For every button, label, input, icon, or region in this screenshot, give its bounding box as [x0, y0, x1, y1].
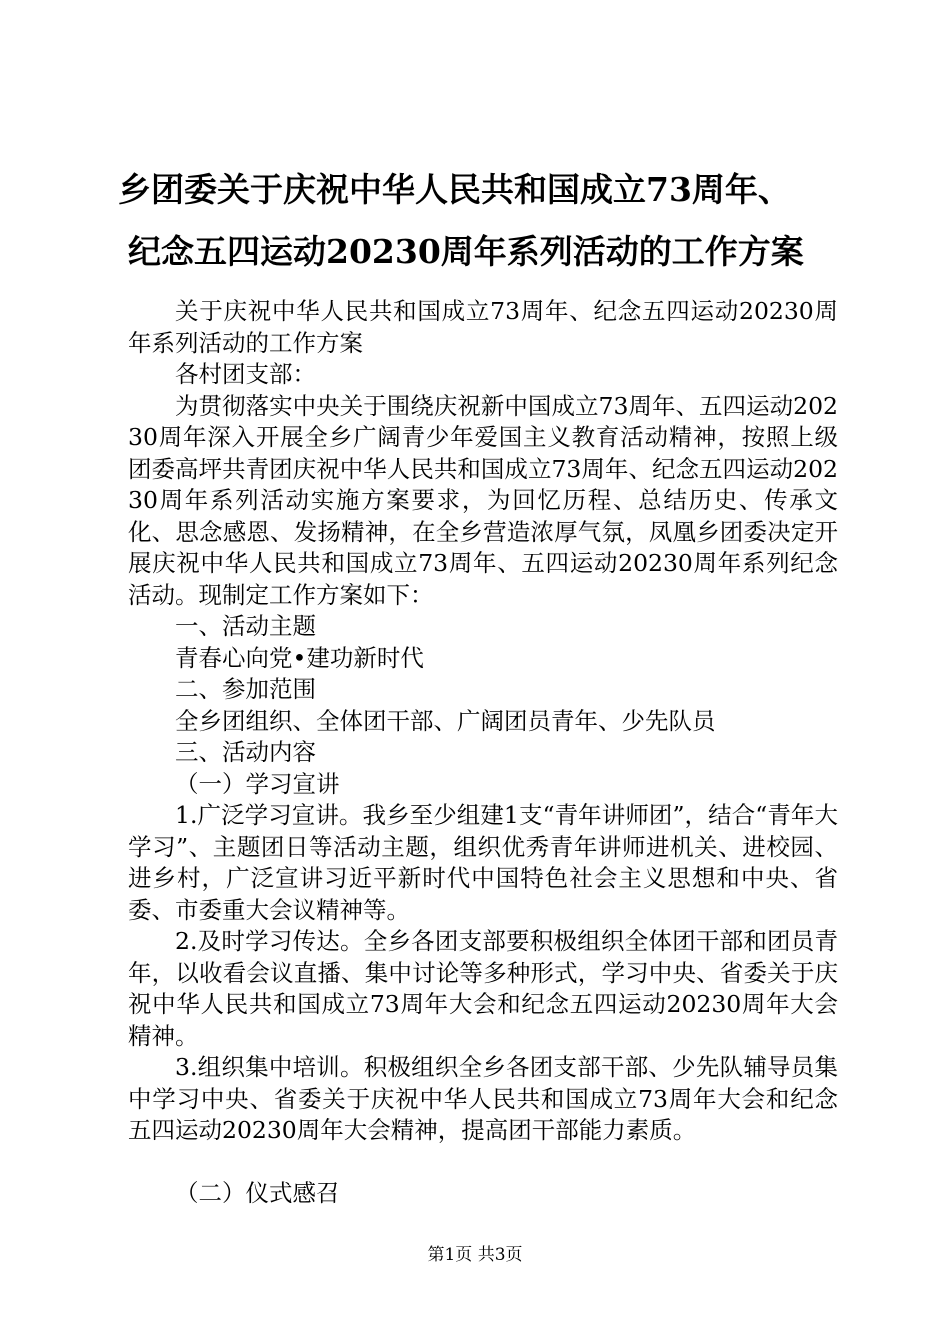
subsection-heading-ceremony: （二）仪式感召: [175, 1178, 340, 1207]
section-heading-scope: 二、参加范围: [175, 675, 316, 703]
paragraph-item-2: 2.及时学习传达。全乡各团支部要积极组织全体团干部和团员青年，以收看会议直播、集中讨论等多种形式，学习中央、省委关于庆祝中华人民共和国成立73周年大会和纪念五四运动20230周年大会精神。: [128, 927, 838, 1050]
paragraph-intro: 为贯彻落实中央关于围绕庆祝新中国成立73周年、五四运动20230周年深入开展全乡广阔青少年爱国主义教育活动精神，按照上级团委高坪共青团庆祝中华人民共和国成立73周年、纪念五四运动20230周年系列活动实施方案要求，为回忆历程、总结历史、传承文化、思念感恩、发扬精神，在全乡营造浓厚气氛，凤凰乡团委决定开展庆祝中华人民共和国成立73周年、五四运动20230周年系列纪念活动。现制定工作方案如下：: [128, 391, 838, 609]
section-heading-theme: 一、活动主题: [175, 612, 316, 640]
subsection-heading-study: （一）学习宣讲: [175, 769, 340, 798]
paragraph-heading-repeat: 关于庆祝中华人民共和国成立73周年、纪念五四运动20230周年系列活动的工作方案: [128, 297, 838, 357]
paragraph-item-3: 3.组织集中培训。积极组织全乡各团支部干部、少先队辅导员集中学习中央、省委关于庆祝中华人民共和国成立73周年大会和纪念五四运动20230周年大会精神，提高团干部能力素质。: [128, 1053, 838, 1144]
page-indicator: 第1页 共3页: [427, 1245, 523, 1265]
document-title-line-2: 纪念五四运动20230周年系列活动的工作方案: [128, 232, 804, 271]
paragraph-salutation: 各村团支部：: [175, 360, 316, 388]
paragraph-scope: 全乡团组织、全体团干部、广阔团员青年、少先队员: [175, 706, 716, 735]
paragraph-theme: 青春心向党•建功新时代: [175, 643, 424, 672]
paragraph-item-1: 1.广泛学习宣讲。我乡至少组建1支“青年讲师团”，结合“青年大学习”、主题团日等活动主题，组织优秀青年讲师进机关、进校园、进乡村，广泛宣讲习近平新时代中国特色社会主义思想和中央、省委、市委重大会议精神等。: [128, 801, 838, 924]
document-body: [128, 296, 838, 1209]
document-title-line-1: 乡团委关于庆祝中华人民共和国成立73周年、: [118, 170, 791, 209]
section-heading-content: 三、活动内容: [175, 738, 316, 766]
